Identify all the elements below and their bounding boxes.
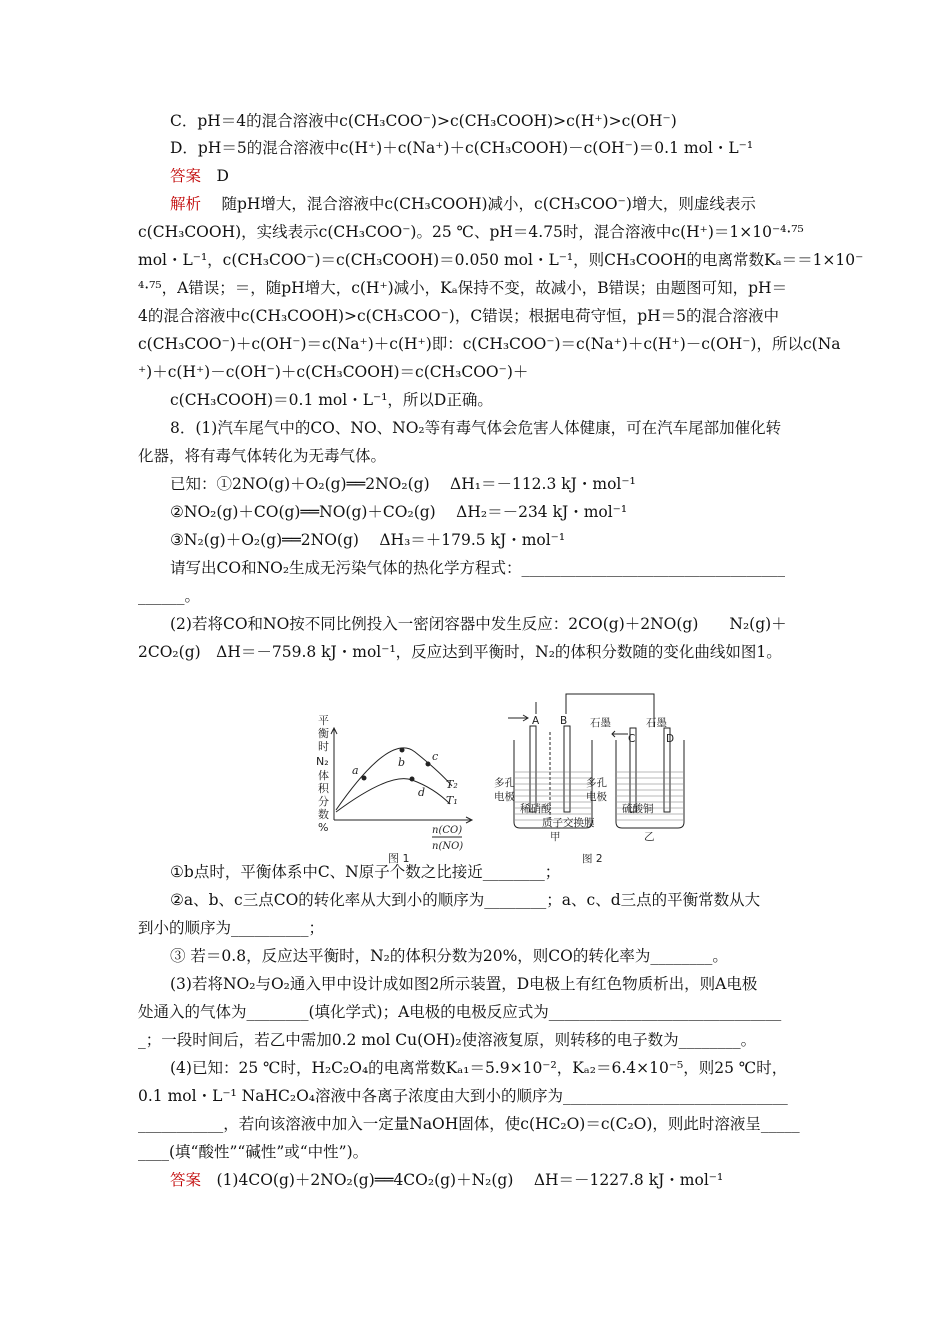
- text-line: ③ 若＝0.8，反应达平衡时，N₂的体积分数为20%，则CO的转化率为________。: [170, 947, 728, 965]
- text-line: ②NO₂(g)＋CO(g)══NO(g)＋CO₂(g) ΔH₂＝－234 kJ・mol⁻¹: [170, 503, 628, 521]
- text-line: c(CH₃COOH)，实线表示c(CH₃COO⁻)。25 ℃、pH＝4.75时，混合溶液中c(H⁺)＝1×10⁻⁴·⁷⁵: [138, 223, 804, 241]
- text-line: (2)若将CO和NO按不同比例投入一密闭容器中发生反应：2CO(g)＋2NO(g) N₂(g)＋: [170, 615, 787, 633]
- point-label-d: d: [418, 786, 426, 799]
- xlabel-denominator: n(NO): [432, 841, 464, 852]
- label-jia: 甲: [550, 831, 561, 843]
- label-d: D: [666, 733, 675, 745]
- point-label-a: a: [352, 764, 359, 777]
- point-d: [410, 777, 415, 782]
- point-b: [400, 748, 405, 753]
- ylabel-char: 平: [318, 714, 329, 727]
- text-line: c(CH₃COO⁻)＋c(OH⁻)＝c(Na⁺)＋c(H⁺)即：c(CH₃COO⁻)＝c(Na⁺)＋c(H⁺)－c(OH⁻)，所以c(Na: [138, 335, 841, 353]
- label-highlight: 解析: [170, 195, 202, 213]
- text-line: (3)若将NO₂与O₂通入甲中设计成如图2所示装置，D电极上有红色物质析出，则A电极: [170, 975, 758, 993]
- text-line: 化器，将有毒气体转化为无毒气体。: [138, 447, 387, 465]
- text-line: ①b点时，平衡体系中C、N原子个数之比接近________；: [170, 863, 561, 881]
- xlabel-numerator: n(CO): [432, 825, 463, 836]
- label-cuso4: 硫酸铜: [622, 803, 654, 815]
- figure-2-caption: 图 2: [582, 853, 603, 865]
- ylabel-char: 分: [318, 795, 329, 808]
- figure-2-apparatus: [494, 682, 690, 868]
- ylabel-char: N₂: [316, 755, 329, 768]
- ylabel-char: 衡: [318, 727, 329, 740]
- label-membrane: 质子交换膜: [542, 817, 595, 829]
- label-highlight: 答案: [170, 167, 202, 185]
- label-electrode-1: 电极: [494, 791, 515, 803]
- line-body: D: [201, 167, 229, 185]
- text-line: 已知：①2NO(g)＋O₂(g)══2NO₂(g) ΔH₁＝－112.3 kJ・mol⁻¹: [170, 475, 636, 493]
- label-c: C: [628, 733, 636, 745]
- text-line: 8．(1)汽车尾气中的CO、NO、NO₂等有毒气体会危害人体健康，可在汽车尾部加催化转: [170, 419, 782, 437]
- figures-area: [300, 682, 690, 868]
- line-body: (1)4CO(g)＋2NO₂(g)══4CO₂(g)＋N₂(g) ΔH＝－1227.8 kJ・mol⁻¹: [201, 1171, 724, 1189]
- text-line: ⁺)＋c(H⁺)－c(OH⁻)＋c(CH₃COOH)＝c(CH₃COO⁻)＋: [138, 363, 529, 381]
- ylabel-char: 体: [318, 769, 329, 782]
- label-graphite-1: 石墨: [590, 717, 611, 729]
- ylabel-char: 积: [318, 782, 329, 795]
- text-line: ___________，若向该溶液中加入一定量NaOH固体，使c(HC₂O)＝c(C₂O)，则此时溶液呈_____: [138, 1115, 800, 1133]
- point-label-b: b: [398, 756, 406, 769]
- ylabel-char: 数: [318, 808, 329, 821]
- text-line: c(CH₃COOH)＝0.1 mol・L⁻¹，所以D正确。: [170, 391, 493, 409]
- label-dilute-acid: 稀硝酸: [520, 803, 552, 815]
- ylabel-char: %: [318, 821, 329, 834]
- text-line: ____(填“酸性”“碱性”或“中性”)。: [138, 1143, 369, 1161]
- point-a: [362, 776, 367, 781]
- label-electrode-2: 电极: [586, 791, 607, 803]
- electrode-b: [564, 726, 570, 812]
- text-line: ______。: [138, 587, 201, 605]
- text-line: 4的混合溶液中c(CH₃COOH)>c(CH₃COO⁻)，C错误；根据电荷守恒，pH＝5的混合溶液中: [138, 307, 779, 325]
- label-b: B: [560, 715, 568, 727]
- point-label-c: c: [432, 750, 439, 763]
- line-body: 随pH增大，混合溶液中c(CH₃COOH)减小，c(CH₃COO⁻)增大，则虚线表示: [201, 195, 756, 213]
- text-line: ③N₂(g)＋O₂(g)══2NO(g) ΔH₃＝＋179.5 kJ・mol⁻¹: [170, 531, 566, 549]
- curve-label-t2: T₂: [446, 778, 458, 791]
- text-line: 处通入的气体为________(填化学式)；A电极的电极反应式为______________________________: [138, 1003, 782, 1021]
- curve-label-t1: T₁: [446, 794, 458, 807]
- label-yi: 乙: [644, 831, 655, 843]
- text-line: _；一段时间后，若乙中需加0.2 mol Cu(OH)₂使溶液复原，则转移的电子数为________。: [138, 1031, 757, 1049]
- text-line: D．pH＝5的混合溶液中c(H⁺)＋c(Na⁺)＋c(CH₃COOH)－c(OH⁻)＝0.1 mol・L⁻¹: [170, 139, 754, 157]
- text-line: 2CO₂(g) ΔH＝－759.8 kJ・mol⁻¹，反应达到平衡时，N₂的体积分数随的变化曲线如图1。: [138, 643, 782, 661]
- electrode-a: [530, 726, 536, 812]
- label-porous-2: 多孔: [586, 777, 607, 789]
- text-line: [170, 166, 229, 186]
- ylabel-char: 时: [318, 740, 329, 753]
- text-line: ⁴·⁷⁵，A错误；＝，随pH增大，c(H⁺)减小，Kₐ保持不变，故减小，B错误；由题图可知，pH＝: [138, 279, 788, 297]
- text-line: 请写出CO和NO₂生成无污染气体的热化学方程式：__________________________________: [170, 559, 786, 577]
- text-line: [170, 194, 756, 214]
- figure-1-chart: [300, 682, 490, 868]
- text-line: C．pH＝4的混合溶液中c(CH₃COO⁻)>c(CH₃COOH)>c(H⁺)>c(OH⁻): [170, 112, 677, 130]
- label-a: A: [532, 715, 540, 727]
- point-c: [426, 762, 431, 767]
- figure-1-caption: 图 1: [388, 852, 410, 865]
- text-line: [170, 1170, 723, 1190]
- label-porous-1: 多孔: [494, 777, 515, 789]
- text-line: 0.1 mol・L⁻¹ NaHC₂O₄溶液中各离子浓度由大到小的顺序为_____________________________: [138, 1087, 788, 1105]
- label-graphite-2: 石墨: [646, 717, 667, 729]
- text-line: ②a、b、c三点CO的转化率从大到小的顺序为________；a、c、d三点的平衡常数从大: [170, 891, 761, 909]
- text-line: (4)已知：25 ℃时，H₂C₂O₄的电离常数Kₐ₁＝5.9×10⁻²，Kₐ₂＝6.4×10⁻⁵，则25 ℃时，: [170, 1059, 788, 1077]
- text-line: mol・L⁻¹，c(CH₃COO⁻)＝c(CH₃COOH)＝0.050 mol・L⁻¹，则CH₃COOH的电离常数Kₐ＝＝1×10⁻: [138, 251, 864, 269]
- curve-t1: [336, 779, 450, 812]
- text-line: 到小的顺序为__________；: [138, 919, 325, 937]
- label-highlight: 答案: [170, 1171, 202, 1189]
